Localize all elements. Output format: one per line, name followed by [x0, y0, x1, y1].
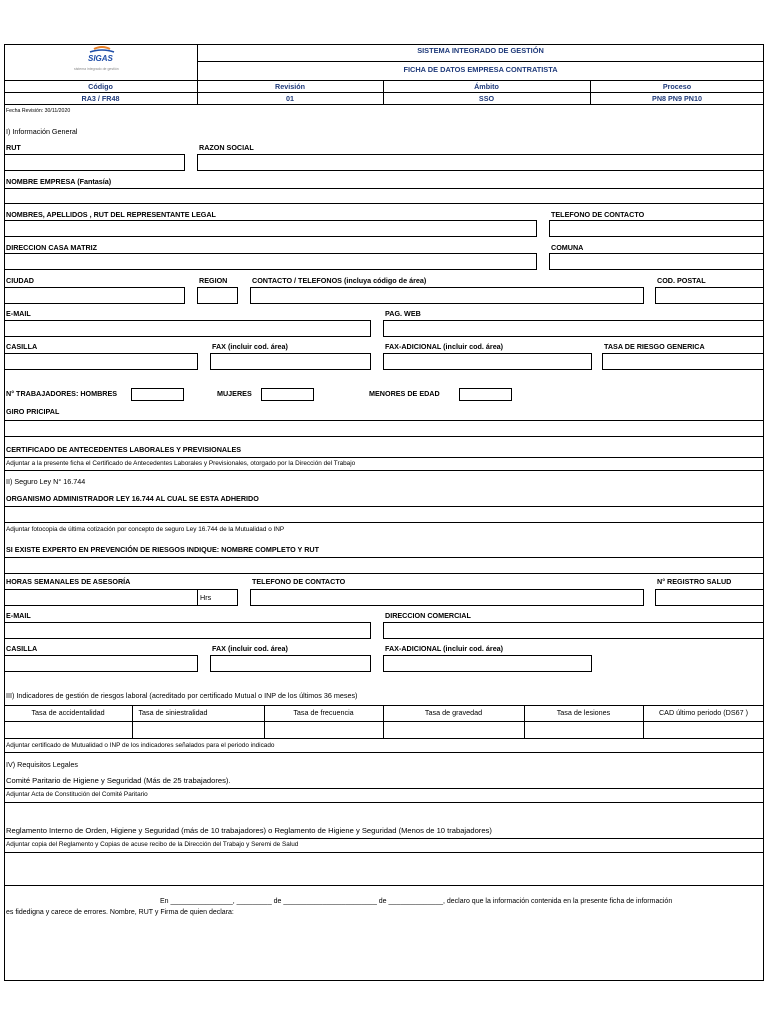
- meta-value-codigo: RA3 / FR48: [81, 94, 120, 103]
- form-title: FICHA DE DATOS EMPRESA CONTRATISTA: [403, 65, 558, 74]
- trabajadores-hombres-label: N° TRABAJADORES: HOMBRES: [6, 389, 118, 398]
- sigas-logo: [60, 46, 140, 78]
- contacto-telefonos-label: CONTACTO / TELEFONOS (incluya código de área): [252, 276, 427, 285]
- horas-field[interactable]: [4, 589, 198, 606]
- indicator-value-accidentalidad[interactable]: [4, 722, 132, 738]
- indicator-col-cad: CAD último periodo (DS67 ): [658, 708, 749, 717]
- casilla-label: CASILLA: [6, 342, 38, 351]
- meta-value-revision: 01: [286, 94, 294, 103]
- nombre-empresa-field[interactable]: [4, 188, 764, 204]
- menores-field[interactable]: [459, 388, 512, 401]
- fax2-field[interactable]: [210, 655, 371, 672]
- comite-label: Comité Paritario de Higiene y Seguridad (Más de 25 trabajadores).: [6, 776, 231, 785]
- section4-title: IV) Requisitos Legales: [6, 760, 78, 769]
- direccion-comercial-field[interactable]: [383, 622, 764, 639]
- nombre-empresa-label: NOMBRE EMPRESA (Fantasía): [6, 177, 112, 186]
- rut-label: RUT: [6, 143, 21, 152]
- adjuntar-cotizacion-note: Adjuntar fotocopia de última cotización por concepto de seguro Ley 16.744 de la Mutualidad o INP: [6, 526, 285, 533]
- comuna-field[interactable]: [549, 253, 764, 270]
- region-field[interactable]: [197, 287, 238, 304]
- meta-label-revision: Revisión: [275, 82, 305, 91]
- fax-field[interactable]: [210, 353, 371, 370]
- telefono-contacto-field[interactable]: [549, 220, 764, 237]
- comite-note: Adjuntar Acta de Constitución del Comité Paritario: [6, 791, 148, 798]
- razon-social-label: RAZON SOCIAL: [199, 143, 254, 152]
- indicator-col-accidentalidad: Tasa de accidentalidad: [31, 708, 105, 717]
- experto-label: SI EXISTE EXPERTO EN PREVENCIÓN DE RIESGOS INDIQUE: NOMBRE COMPLETO Y RUT: [6, 545, 319, 554]
- fax-adicional2-label: FAX-ADICIONAL (incluir cod. área): [385, 644, 504, 653]
- indicator-value-lesiones[interactable]: [524, 722, 643, 738]
- header-line: [4, 80, 764, 81]
- tasa-riesgo-field[interactable]: [602, 353, 764, 370]
- indicator-value-siniestralidad[interactable]: [132, 722, 264, 738]
- fax-adicional-label: FAX-ADICIONAL (incluir cod. área): [385, 342, 504, 351]
- telefono-contacto2-label: TELEFONO DE CONTACTO: [252, 577, 346, 586]
- registro-salud-field[interactable]: [655, 589, 764, 606]
- indicator-value-frecuencia[interactable]: [264, 722, 383, 738]
- rut-field[interactable]: [4, 154, 185, 171]
- system-title: SISTEMA INTEGRADO DE GESTIÓN: [417, 46, 544, 55]
- reglamento-label: Reglamento Interno de Orden, Higiene y Seguridad (más de 10 trabajadores) o Reglamento de Higiene y Seguridad (Menos de 10 trabajadores): [6, 826, 492, 835]
- telefono-contacto2-field[interactable]: [250, 589, 644, 606]
- pag-web-label: PAG. WEB: [385, 309, 421, 318]
- telefono-contacto-label: TELEFONO DE CONTACTO: [551, 210, 645, 219]
- contacto-telefonos-field[interactable]: [250, 287, 644, 304]
- certificado-note: Adjuntar a la presente ficha el Certificado de Antecedentes Laborales y Previsionales, otorgado por la Dirección del Trabajo: [6, 460, 356, 467]
- cod-postal-field[interactable]: [655, 287, 764, 304]
- ciudad-label: CIUDAD: [6, 276, 34, 285]
- meta-value-ambito: SSO: [478, 94, 495, 103]
- direccion-matriz-label: DIRECCION CASA MATRIZ: [6, 243, 98, 252]
- representante-field[interactable]: [4, 220, 537, 237]
- mujeres-field[interactable]: [261, 388, 314, 401]
- fax2-label: FAX (incluir cod. área): [212, 644, 288, 653]
- email2-field[interactable]: [4, 622, 371, 639]
- meta-label-proceso: Proceso: [662, 82, 692, 91]
- indicator-col-gravedad: Tasa de gravedad: [424, 708, 483, 717]
- indicator-col-siniestralidad: Tasa de siniestralidad: [138, 708, 208, 717]
- fax-adicional-field[interactable]: [383, 353, 592, 370]
- signature-area[interactable]: [4, 920, 764, 980]
- comuna-label: COMUNA: [551, 243, 584, 252]
- indicator-value-cad[interactable]: [643, 722, 764, 738]
- logo-text: SIGAS: [88, 54, 113, 63]
- cod-postal-label: COD. POSTAL: [657, 276, 706, 285]
- region-label: REGION: [199, 276, 228, 285]
- email-field[interactable]: [4, 320, 371, 337]
- certificado-title: CERTIFICADO DE ANTECEDENTES LABORALES Y PREVISIONALES: [6, 445, 242, 454]
- meta-value-proceso: PN8 PN9 PN10: [652, 94, 702, 103]
- indicator-value-gravedad[interactable]: [383, 722, 524, 738]
- casilla-field[interactable]: [4, 353, 198, 370]
- direccion-comercial-label: DIRECCION COMERCIAL: [385, 611, 471, 620]
- tasa-riesgo-label: TASA DE RIESGO GENERICA: [604, 342, 705, 351]
- ciudad-field[interactable]: [4, 287, 185, 304]
- menores-label: MENORES DE EDAD: [369, 389, 440, 398]
- hrs-label: Hrs: [200, 593, 212, 602]
- mujeres-label: MUJERES: [217, 389, 252, 398]
- razon-social-field[interactable]: [197, 154, 764, 171]
- fax-adicional2-field[interactable]: [383, 655, 592, 672]
- section2-title: II) Seguro Ley N° 16.744: [6, 477, 86, 486]
- section1-title: I) Información General: [6, 127, 78, 136]
- indicator-col-frecuencia: Tasa de frecuencia: [293, 708, 354, 717]
- fax-label: FAX (incluir cod. área): [212, 342, 288, 351]
- direccion-matriz-field[interactable]: [4, 253, 537, 270]
- organismo-label: ORGANISMO ADMINISTRADOR LEY 16.744 AL CUAL SE ESTA ADHERIDO: [6, 494, 259, 503]
- email-label: E-MAIL: [6, 309, 31, 318]
- registro-salud-label: N° REGISTRO SALUD: [657, 577, 732, 586]
- indicators-note: Adjuntar certificado de Mutualidad o INP de los indicadores señalados para el periodo indicado: [6, 742, 275, 749]
- representante-label: NOMBRES, APELLIDOS , RUT DEL REPRESENTANTE LEGAL: [6, 210, 216, 219]
- revision-date: Fecha Revisión: 30/11/2020: [6, 108, 71, 114]
- giro-label: GIRO PRICIPAL: [6, 407, 60, 416]
- meta-label-ambito: Ámbito: [474, 82, 499, 91]
- logo-tagline: sistema integrado de gestión: [74, 67, 119, 71]
- declaration-line-2: es fidedigna y carece de errores. Nombre, RUT y Firma de quien declara:: [6, 909, 234, 916]
- declaration-line-1: En ________________, _________ de ________________________ de ______________, declaro que la información contenida en la presente ficha de información: [160, 898, 673, 905]
- indicator-col-lesiones: Tasa de lesiones: [556, 708, 611, 717]
- casilla2-field[interactable]: [4, 655, 198, 672]
- hombres-field[interactable]: [131, 388, 184, 401]
- meta-label-codigo: Código: [88, 82, 113, 91]
- email2-label: E-MAIL: [6, 611, 31, 620]
- casilla2-label: CASILLA: [6, 644, 38, 653]
- horas-label: HORAS SEMANALES DE ASESORÍA: [6, 577, 131, 586]
- reglamento-note: Adjuntar copia del Reglamento y Copias de acuse recibo de la Dirección del Trabajo y Seremi de Salud: [6, 841, 299, 848]
- section3-title: III) Indicadores de gestión de riesgos laboral (acreditado por certificado Mutual o INP de los últimos 36 meses): [6, 691, 358, 700]
- pag-web-field[interactable]: [383, 320, 764, 337]
